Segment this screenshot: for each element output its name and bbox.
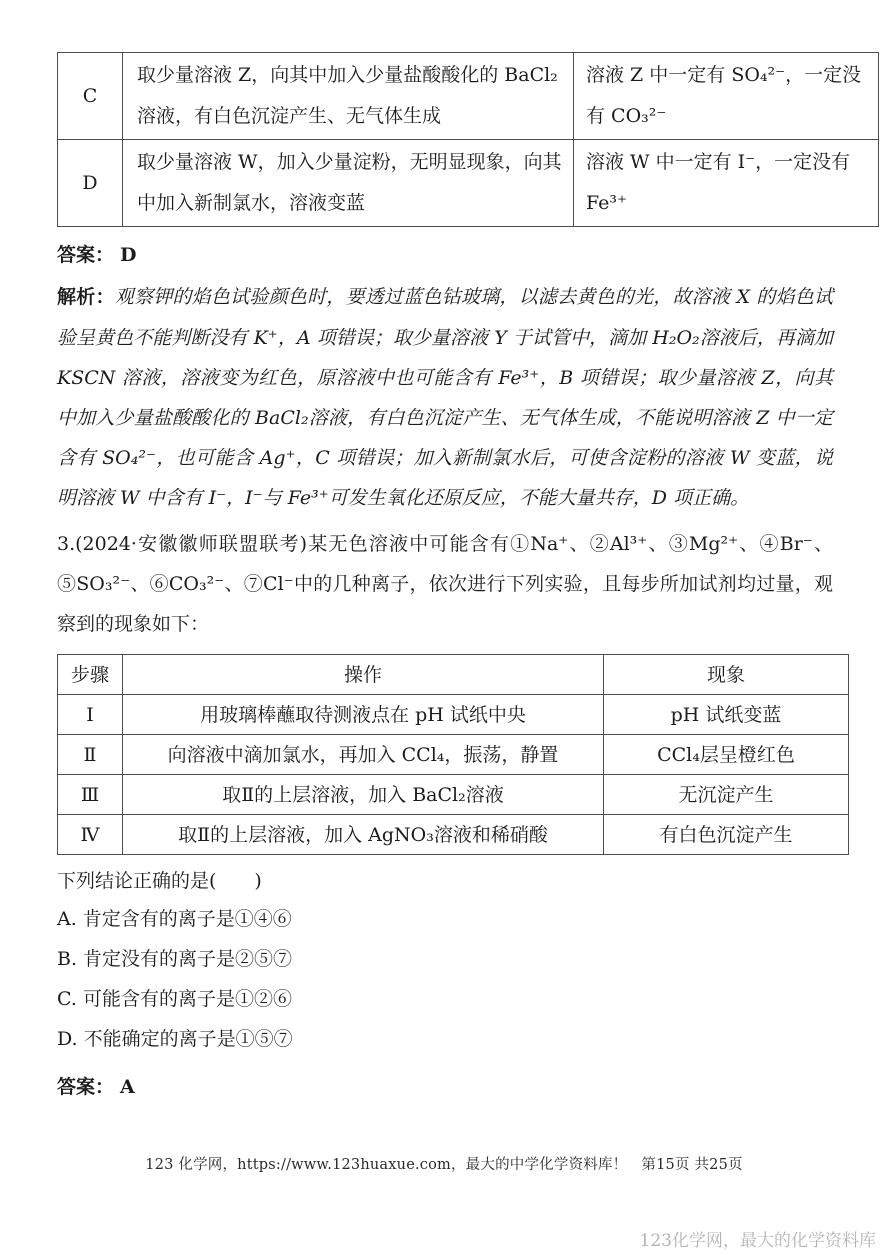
phenomenon-cell: pH 试纸变蓝 <box>604 695 849 735</box>
question-3-stem: 3.(2024·安徽徽师联盟联考)某无色溶液中可能含有①Na⁺、②Al³⁺、③Mg²⁺、④Br⁻、⑤SO₃²⁻、⑥CO₃²⁻、⑦Cl⁻中的几种离子，依次进行下列实验，且每步所加试剂均过量，观察到的现象如下： <box>57 533 833 635</box>
answer-label: 答案： <box>57 1077 115 1098</box>
table-row <box>58 735 849 775</box>
table-row <box>58 53 879 140</box>
analysis-paragraph <box>57 277 833 518</box>
steps-table <box>57 654 849 855</box>
operation-cell: 向溶液中滴加氯水，再加入 CCl₄，振荡，静置 <box>123 735 604 775</box>
page-content <box>57 52 862 1103</box>
phenomenon-cell: CCl₄层呈橙红色 <box>604 735 849 775</box>
option-b: B. 肯定没有的离子是②⑤⑦ <box>57 948 293 970</box>
answer-label: 答案： <box>57 245 115 266</box>
option-letter: C <box>58 53 123 140</box>
operation-cell: 用玻璃棒蘸取待测液点在 pH 试纸中央 <box>123 695 604 735</box>
conclusion-cell: 溶液 Z 中一定有 SO₄²⁻，一定没有 CO₃²⁻ <box>574 53 879 140</box>
header-operation: 操作 <box>123 655 604 695</box>
phenomenon-cell: 有白色沉淀产生 <box>604 815 849 855</box>
analysis-text: 观察钾的焰色试验颜色时，要透过蓝色钴玻璃，以滤去黄色的光，故溶液 X 的焰色试验呈黄色不能判断没有 K⁺，A 项错误；取少量溶液 Y 于试管中，滴加 H₂O₂溶液后，再滴加 KSCN 溶液，溶液变为红色，原溶液中也可能含有 Fe³⁺，B 项错误；取少量溶液 Z，向其中加入少量盐酸酸化的 BaCl₂溶液，有白色沉淀产生、无气体生成，不能说明溶液 Z 中一定含有 SO₄²⁻，也可能含 Ag⁺，C 项错误；加入新制氯水后，可使含淀粉的溶液 W 变蓝，说明溶液 W 中含有 I⁻，I⁻与 Fe³⁺可发生氧化还原反应，不能大量共存，D 项正确。 <box>57 286 833 509</box>
step-cell: Ⅱ <box>58 735 123 775</box>
footer-site-info: 123 化学网，https://www.123huaxue.com，最大的中学化学资料库！ <box>145 1157 628 1173</box>
phenomenon-cell: 无沉淀产生 <box>604 775 849 815</box>
operation-cell: 取少量溶液 Z，向其中加入少量盐酸酸化的 BaCl₂溶液，有白色沉淀产生、无气体生成 <box>123 53 574 140</box>
operation-cell: 取Ⅱ的上层溶液，加入 AgNO₃溶液和稀硝酸 <box>123 815 604 855</box>
watermark-text: 123化学网，最大的化学资料库 <box>639 1231 876 1251</box>
question-prompt: 下列结论正确的是( ) <box>57 870 262 892</box>
operation-cell: 取Ⅱ的上层溶液，加入 BaCl₂溶液 <box>123 775 604 815</box>
header-phenomenon: 现象 <box>604 655 849 695</box>
table-header-row <box>58 655 849 695</box>
answer-value: A <box>120 1076 135 1098</box>
option-a: A. 肯定含有的离子是①④⑥ <box>57 908 292 930</box>
table-row <box>58 695 849 735</box>
option-letter: D <box>58 140 123 227</box>
table-row <box>58 140 879 227</box>
footer-page-info: 第15页 共25页 <box>641 1157 743 1173</box>
page-footer <box>0 1153 888 1174</box>
evidence-table <box>57 52 879 227</box>
table-row <box>58 815 849 855</box>
answer-line-q2 <box>57 240 833 271</box>
table-row <box>58 775 849 815</box>
answer-line-q3 <box>57 1072 833 1103</box>
operation-cell: 取少量溶液 W，加入少量淀粉，无明显现象，向其中加入新制氯水，溶液变蓝 <box>123 140 574 227</box>
step-cell: Ⅲ <box>58 775 123 815</box>
option-c: C. 可能含有的离子是①②⑥ <box>57 988 292 1010</box>
analysis-label: 解析： <box>57 287 115 308</box>
step-cell: Ⅰ <box>58 695 123 735</box>
header-step: 步骤 <box>58 655 123 695</box>
option-d: D. 不能确定的离子是①⑤⑦ <box>57 1028 293 1050</box>
conclusion-cell: 溶液 W 中一定有 I⁻，一定没有 Fe³⁺ <box>574 140 879 227</box>
answer-value: D <box>120 244 137 266</box>
step-cell: Ⅳ <box>58 815 123 855</box>
